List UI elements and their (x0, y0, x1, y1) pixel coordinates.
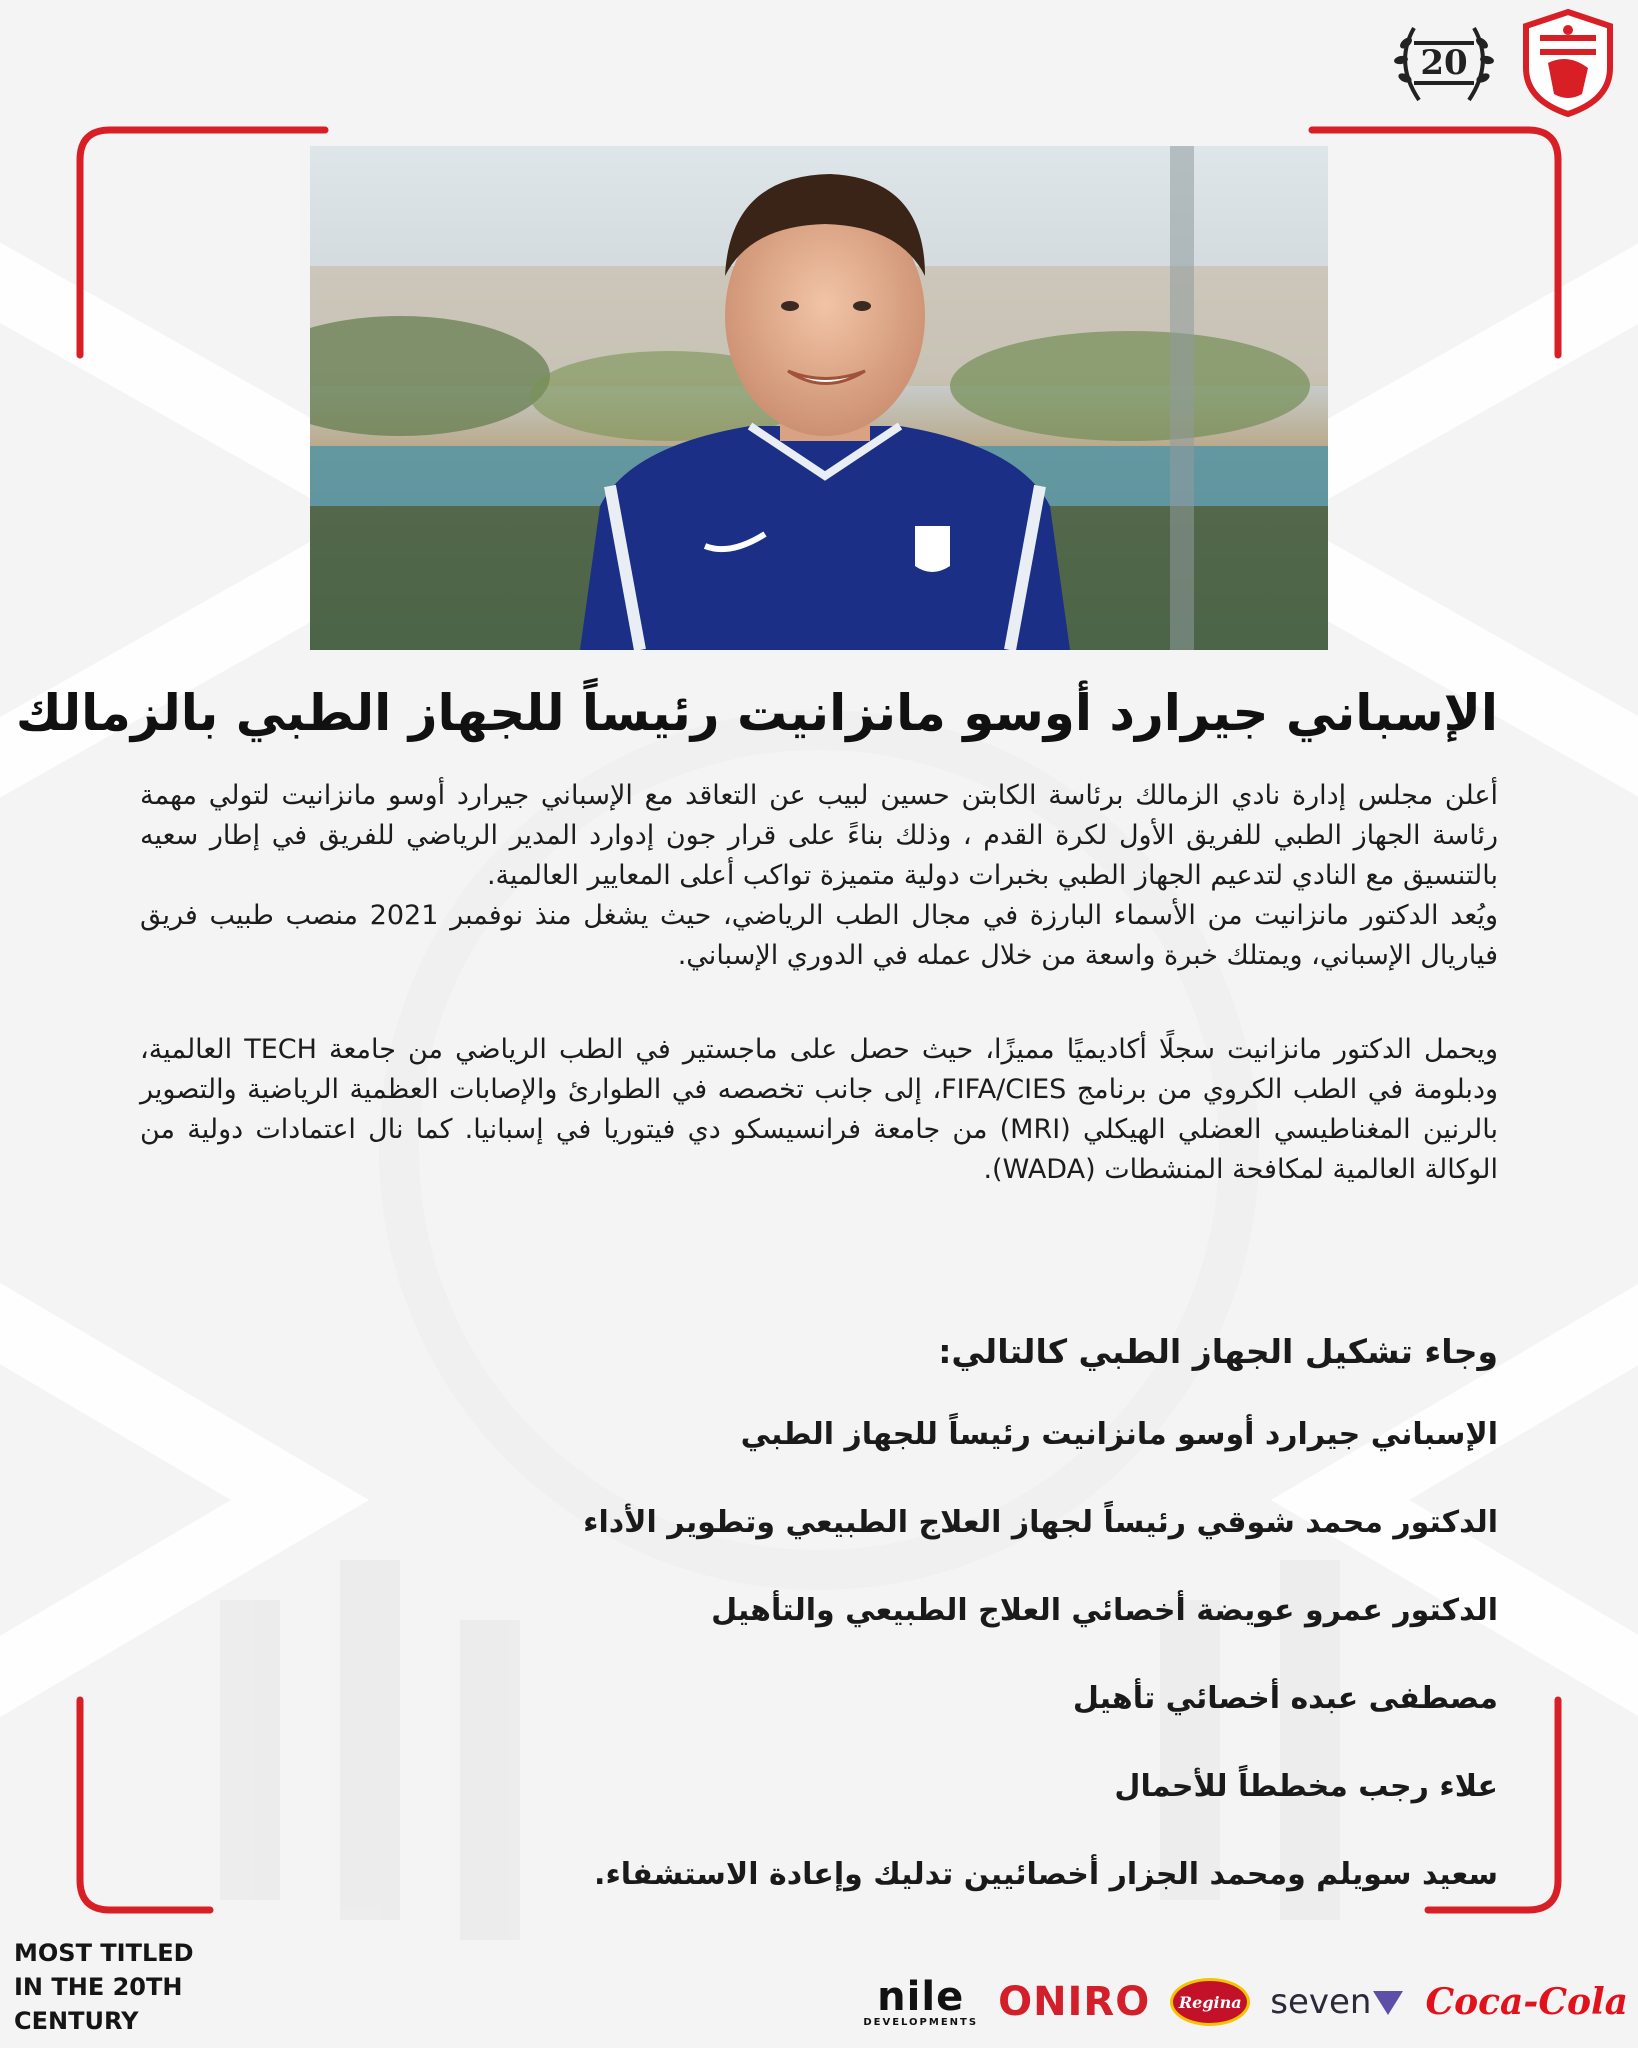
anniversary-badge (1384, 8, 1504, 118)
paragraph-academic: ويحمل الدكتور مانزانيت سجلًا أكاديميًا مميزًا، حيث حصل على ماجستير في الطب الرياضي من جامعة TECH العالمية، ودبلومة في الطب الكروي من برنامج FIFA/CIES، إلى جانب تخصصه في الطوارئ والإصابات العظمية الرياضية والتصوير بالرنين المغناطيسي العضلي الهيكلي (MRI) من جامعة فرانسيسكو دي فيتوريا في إسبانيا. كما نال اعتمادات دولية من الوكالة العالمية لمكافحة المنشطات (WADA). (140, 1034, 1499, 1185)
roster-item: مصطفى عبده أخصائي تأهيل (1072, 1681, 1498, 1716)
tagline-line: MOST TITLED (14, 1939, 194, 1967)
paragraph-intro: أعلن مجلس إدارة نادي الزمالك برئاسة الكابتن حسين لبيب عن التعاقد مع الإسباني جيرارد أوسو مانزانيت لتولي مهمة رئاسة الجهاز الطبي للفريق الأول لكرة القدم ، وذلك بناءً على قرار جون إدوارد المدير الرياضي للفريق في إطار سعيه بالتنسيق مع النادي لتدعيم الجهاز الطبي بخبرات دولية متميزة تواكب أعلى المعايير العالمية. (140, 780, 1498, 891)
roster-item: سعيد سويلم ومحمد الجزار أخصائيين تدليك وإعادة الاستشفاء. (594, 1857, 1498, 1892)
nile-developments-logo (863, 1973, 979, 2028)
zamalek-crest-icon (1518, 8, 1618, 118)
medical-staff-list (140, 1332, 1498, 1941)
roster-item: علاء رجب مخططاً للأحمال (1114, 1769, 1498, 1804)
coca-cola-logo: Coca-Cola (1425, 1981, 1628, 2023)
tagline-line: CENTURY (14, 2007, 139, 2035)
nile-wordmark: nile (877, 1973, 965, 2020)
regina-wordmark: Regina (1170, 1978, 1250, 2026)
club-tagline (14, 1936, 194, 2038)
header-logos (1384, 8, 1618, 118)
roster-item: الدكتور محمد شوقي رئيساً لجهاز العلاج الطبيعي وتطوير الأداء (583, 1505, 1498, 1540)
headline: الإسباني جيرارد أوسو مانزانيت رئيساً للجهاز الطبي بالزمالك (15, 684, 1498, 742)
anniversary-number: 20 (1414, 41, 1473, 85)
triangle-icon (1371, 1985, 1405, 2019)
nile-subtitle: DEVELOPMENTS (863, 2016, 979, 2028)
player-portrait-image (310, 146, 1328, 650)
roster-heading: وجاء تشكيل الجهاز الطبي كالتالي: (938, 1332, 1498, 1371)
seven-wordmark: seven (1270, 1982, 1372, 2022)
player-photo (310, 146, 1328, 650)
roster-item: الإسباني جيرارد أوسو مانزانيت رئيساً للجهاز الطبي (740, 1417, 1498, 1452)
roster-item: الدكتور عمرو عويضة أخصائي العلاج الطبيعي والتأهيل (711, 1593, 1498, 1628)
tagline-line: IN THE 20TH (14, 1973, 183, 2001)
seven-logo (1270, 1982, 1405, 2022)
article-body (140, 776, 1498, 1190)
regina-logo (1170, 1970, 1250, 2034)
sponsor-logos (863, 1970, 1628, 2034)
paragraph-experience: ويُعد الدكتور مانزانيت من الأسماء البارزة في مجال الطب الرياضي، حيث يشغل منذ نوفمبر 2021 منصب طبيب فريق فياريال الإسباني، ويمتلك خبرة واسعة من خلال عمله في الدوري الإسباني. (140, 900, 1498, 971)
oniro-logo: ONIRO (998, 1979, 1151, 2025)
paragraph-spacer (140, 976, 1498, 1030)
